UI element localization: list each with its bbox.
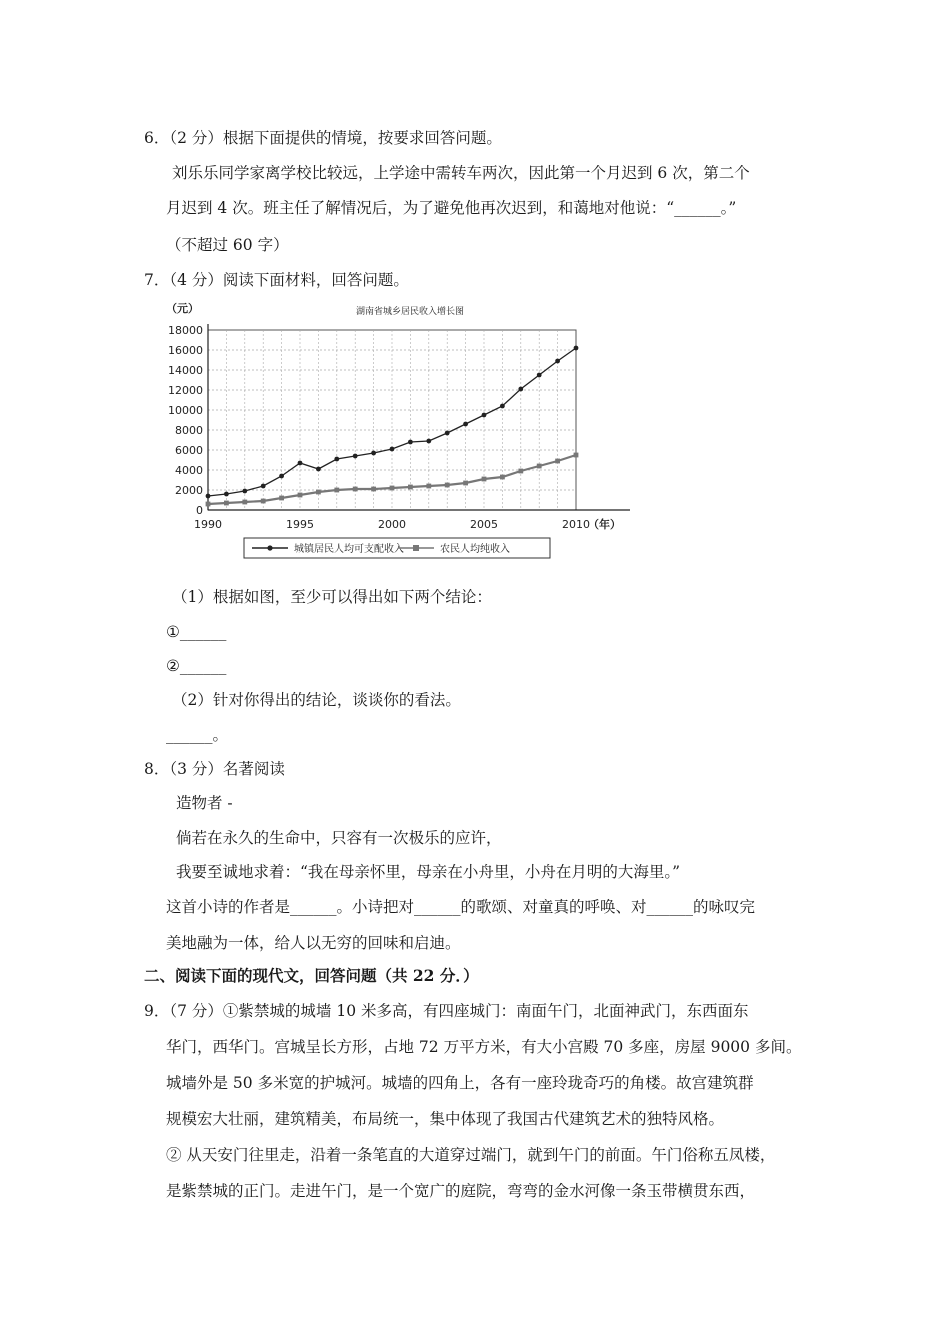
q7-answer-blank-3: ______。 (166, 726, 229, 744)
series-2-point (555, 459, 560, 464)
q7-answer-blank-2: ②______ (166, 657, 227, 675)
series-1-point (371, 451, 376, 456)
chart-x-ticks (194, 518, 590, 531)
series-1-point (353, 454, 358, 459)
y-tick-label: 14000 (168, 364, 203, 377)
y-tick-label: 18000 (168, 324, 203, 337)
q8-question-line-2: 美地融为一体，给人以无穷的回味和启迪。 (166, 934, 461, 952)
series-1-point (261, 484, 266, 489)
chart-y-axis-label: （元） (166, 302, 199, 315)
q7-answer-blank-1: ①______ (166, 623, 227, 641)
q9-line-4: 规模宏大壮丽，建筑精美，布局统一，集中体现了我国古代建筑艺术的独特风格。 (166, 1110, 725, 1128)
q8-poem-line-2: 倘若在永久的生命中，只容有一次极乐的应许， (176, 829, 502, 847)
series-2-point (463, 481, 468, 486)
y-tick-label: 12000 (168, 384, 203, 397)
q8-poem-line-3: 我要至诚地求着：“我在母亲怀里，母亲在小舟里，小舟在月明的大海里。” (176, 863, 681, 881)
q6-word-limit-note: （不超过 60 字） (166, 236, 289, 254)
series-2-point (537, 464, 542, 469)
chart-legend (244, 538, 550, 558)
series-2-point (445, 483, 450, 488)
series-2-point (224, 501, 229, 506)
series-2-point (408, 485, 413, 490)
series-1-point (224, 492, 229, 497)
section-2-title: 二、阅读下面的现代文，回答问题（共 22 分．） (144, 966, 479, 985)
chart-grid (208, 330, 576, 510)
q7-heading: 7．（4 分）阅读下面材料，回答问题。 (144, 271, 409, 289)
series-1-point (482, 413, 487, 418)
chart-y-ticks (168, 324, 203, 517)
series-1-point (463, 422, 468, 427)
q8-poem-line-1: 造物者 - (176, 794, 233, 812)
series-2-point (426, 484, 431, 489)
series-2-point (298, 493, 303, 498)
series-2-point (261, 499, 266, 504)
series-1-point (555, 359, 560, 364)
series-1-point (279, 474, 284, 479)
q9-line-6: 是紫禁城的正门。走进午门，是一个宽广的庭院，弯弯的金水河像一条玉带横贯东西， (166, 1182, 756, 1200)
x-tick-label: 2005 (470, 518, 498, 531)
series-2-point (206, 502, 211, 507)
y-tick-label: 2000 (175, 484, 203, 497)
q9-line-5: ② 从天安门往里走，沿着一条笔直的大道穿过端门，就到午门的前面。午门俗称五凤楼， (166, 1146, 776, 1164)
q6-heading: 6．（2 分）根据下面提供的情境，按要求回答问题。 (144, 129, 502, 147)
y-tick-label: 8000 (175, 424, 203, 437)
series-1-point (390, 447, 395, 452)
series-1-point (426, 439, 431, 444)
chart-x-axis-label: （年） (588, 518, 621, 531)
series-1-point (206, 494, 211, 499)
series-1-point (242, 489, 247, 494)
y-tick-label: 0 (196, 504, 203, 517)
series-2-point (482, 477, 487, 482)
income-growth-chart (160, 296, 640, 564)
chart-title: 湖南省城乡居民收入增长图 (355, 307, 465, 317)
q7-sub-question-1: （1）根据如图，至少可以得出如下两个结论： (172, 588, 492, 606)
y-tick-label: 16000 (168, 344, 203, 357)
x-tick-label: 2000 (378, 518, 406, 531)
q8-question-line-1: 这首小诗的作者是______。小诗把对______的歌颂、对童真的呼唤、对______的咏叹完 (166, 898, 756, 916)
series-2-point (242, 500, 247, 505)
series-2-point (574, 453, 579, 458)
legend-marker-2 (413, 545, 419, 551)
series-2-point (500, 475, 505, 480)
legend-label-1: 城镇居民人均可支配收入 (294, 544, 404, 555)
series-2-point (390, 486, 395, 491)
series-1-point (408, 440, 413, 445)
series-2-point (334, 488, 339, 493)
y-tick-label: 4000 (175, 464, 203, 477)
series-1-point (334, 457, 339, 462)
series-1-point (537, 373, 542, 378)
x-tick-label: 1990 (194, 518, 222, 531)
series-2-point (353, 487, 358, 492)
q9-line-3: 城墙外是 50 多米宽的护城河。城墙的四角上，各有一座玲珑奇巧的角楼。故宫建筑群 (166, 1074, 754, 1092)
series-2-point (518, 469, 523, 474)
q8-heading: 8．（3 分）名著阅读 (144, 760, 285, 778)
series-1-point (316, 467, 321, 472)
series-1-point (500, 404, 505, 409)
series-2-point (316, 490, 321, 495)
y-tick-label: 10000 (168, 404, 203, 417)
q9-line-2: 华门，西华门。宫城呈长方形，占地 72 万平方米，有大小宫殿 70 多座，房屋 9000 多间。 (166, 1038, 802, 1056)
series-1-point (574, 346, 579, 351)
q7-sub-question-2: （2）针对你得出的结论，谈谈你的看法。 (172, 691, 461, 709)
x-tick-label: 1995 (286, 518, 314, 531)
series-1-point (298, 461, 303, 466)
x-tick-label: 2010 (562, 518, 590, 531)
series-1-point (518, 387, 523, 392)
legend-marker-1 (267, 545, 272, 550)
legend-label-2: 农民人均纯收入 (440, 544, 510, 555)
series-2-point (371, 487, 376, 492)
series-2-point (279, 496, 284, 501)
series-1-point (445, 431, 450, 436)
y-tick-label: 6000 (175, 444, 203, 457)
q6-paragraph-line-1: 刘乐乐同学家离学校比较远，上学途中需转车两次，因此第一个月迟到 6 次，第二个 (172, 164, 750, 182)
q9-line-1: 9．（7 分）①紫禁城的城墙 10 米多高，有四座城门：南面午门，北面神武门，东西面东 (144, 1002, 749, 1020)
q6-paragraph-line-2: 月迟到 4 次。班主任了解情况后，为了避免他再次迟到，和蔼地对他说：“______。” (166, 199, 737, 217)
